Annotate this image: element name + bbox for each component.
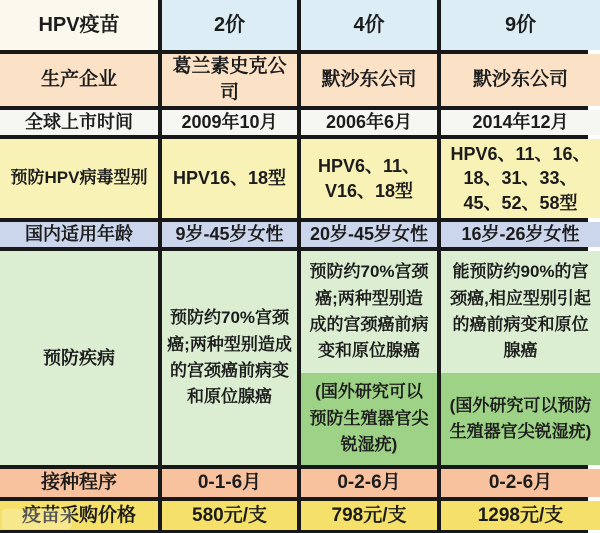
- row-label-hpv-types: 预防HPV病毒型别: [0, 139, 158, 218]
- cell-price-2v: 580元/支: [162, 501, 297, 530]
- cell-schedule-2v: 0-1-6月: [162, 469, 297, 497]
- cell-price-9v: 1298元/支: [441, 501, 600, 530]
- cell-diseases-2v: 预防约70%宫颈癌;两种型别造成的宫颈癌前病变和原位腺癌: [162, 251, 297, 465]
- column-header-9v: 9价: [441, 0, 600, 50]
- cell-age-2v: 9岁-45岁女性: [162, 222, 297, 247]
- cell-manufacturer-2v: 葛兰素史克公司: [162, 54, 297, 106]
- cell-manufacturer-9v: 默沙东公司: [441, 54, 600, 106]
- cell-price-4v: 798元/支: [301, 501, 437, 530]
- row-label-age-range: 国内适用年龄: [0, 222, 158, 247]
- row-label-schedule: 接种程序: [0, 469, 158, 497]
- row-label-price: 疫苗采购价格: [0, 501, 158, 530]
- cell-hpv-types-2v: HPV16、18型: [162, 139, 297, 218]
- cell-age-9v: 16岁-26岁女性: [441, 222, 600, 247]
- cell-manufacturer-4v: 默沙东公司: [301, 54, 437, 106]
- cell-age-4v: 20岁-45岁女性: [301, 222, 437, 247]
- row-label-diseases: 预防疾病: [0, 251, 158, 465]
- row-label-manufacturer: 生产企业: [0, 54, 158, 106]
- column-header-2v: 2价: [162, 0, 297, 50]
- row-label-launch-date: 全球上市时间: [0, 110, 158, 135]
- cell-diseases-9v-note: (国外研究可以预防生殖器官尖锐湿疣): [441, 373, 600, 465]
- cell-launch-9v: 2014年12月: [441, 110, 600, 135]
- table-corner-header: HPV疫苗: [0, 0, 158, 50]
- cell-diseases-4v-note: (国外研究可以预防生殖器官尖锐湿疣): [301, 373, 437, 465]
- cell-hpv-types-9v: HPV6、11、16、18、31、33、45、52、58型: [441, 139, 600, 218]
- column-header-4v: 4价: [301, 0, 437, 50]
- cell-diseases-4v-main: 预防约70%宫颈癌;两种型别造成的宫颈癌前病变和原位腺癌: [301, 251, 437, 373]
- cell-launch-2v: 2009年10月: [162, 110, 297, 135]
- cell-diseases-4v: [301, 251, 437, 465]
- cell-launch-4v: 2006年6月: [301, 110, 437, 135]
- cell-diseases-9v-main: 能预防约90%的宫颈癌,相应型别引起的癌前病变和原位腺癌: [441, 251, 600, 373]
- cell-diseases-9v: [441, 251, 600, 465]
- cell-schedule-4v: 0-2-6月: [301, 469, 437, 497]
- cell-hpv-types-4v: HPV6、11、V16、18型: [301, 139, 437, 218]
- cell-schedule-9v: 0-2-6月: [441, 469, 600, 497]
